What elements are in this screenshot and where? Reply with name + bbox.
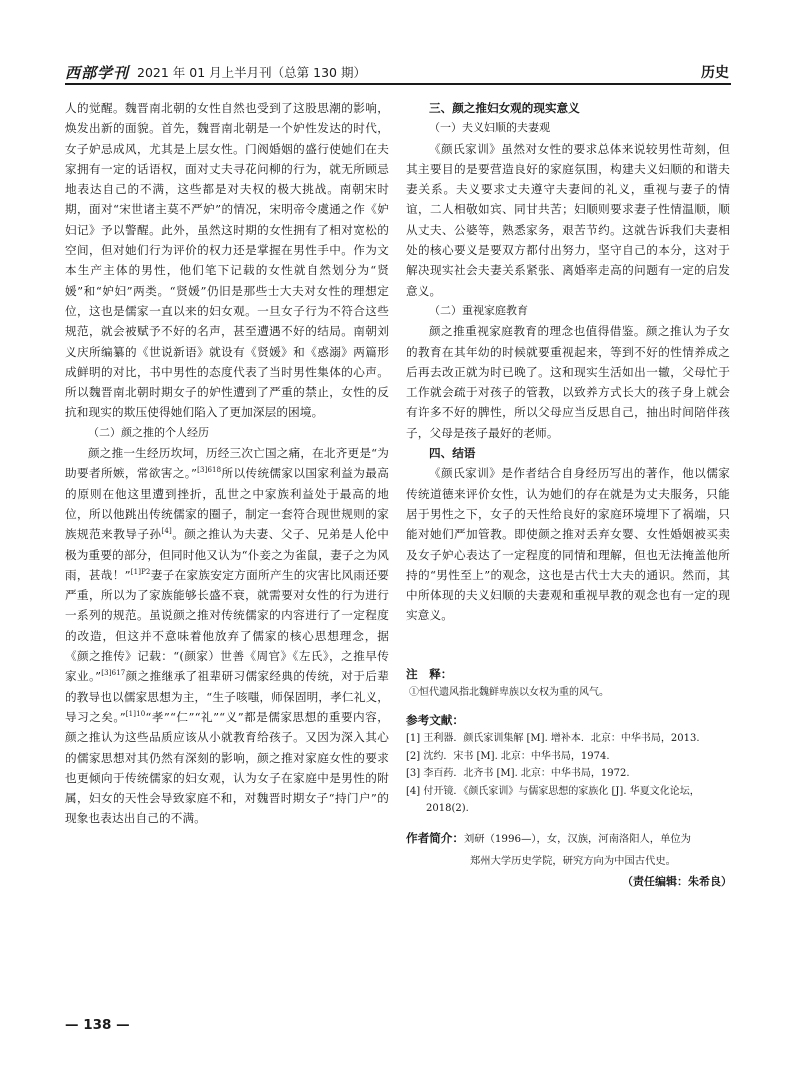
text-segment: 颜之推继承了祖辈研习儒家经典的传统，对于后辈的教导也以儒家思想为主，“生子咳嗤，师保固明，孝仁礼义，导习之矣。” [65,669,389,724]
paragraph-marriage: 《颜氏家训》虽然对女性的要求总体来说较男性苛刻，但其主要目的是要营造良好的家庭氛围，构建夫义妇顺的和谐夫妻关系。夫义要求丈夫遵守夫妻间的礼义，重视与妻子的情谊，二人相敬如宾、同甘共苦；妇顺则要求妻子性情温顺，顺从丈夫、公婆等，熟悉家务，艰苦节约。这就告诉我们夫妻相处的核心要义是要双方都付出努力，坚守自己的本分，这对于解决现实社会夫妻关系紧张、离婚率走高的问题有一定的启发意义。 [406,141,730,298]
subsection-heading-family-education: （二）重视家庭教育 [429,303,528,317]
note-item: ①恒代遗风指北魏鲜卑族以女权为重的风气。 [409,687,609,698]
page-number: — 138 — [65,1017,130,1033]
text-segment: 妻子在家族安定方面所产生的灾害比风雨还要严重，所以为了家族能够长盛不衰，就需要对女性的行为进行一系列的规范。虽说颜之推对传统儒家的内容进行了一定程度的改造，但这并不意味着他放弃了儒家的核心思想理念，据《颜之推传》记载：“(颜家）世善《周官》《左氏》，之推早传家业。” [65,567,389,684]
notes-label: 注 释： [406,667,453,681]
journal-name: 西部学刊 [65,64,130,82]
citation: [1]10 [125,710,146,719]
citation: [4] [161,527,172,536]
references [406,710,736,818]
paragraph-family-education: 颜之推重视家庭教育的理念也值得借鉴。颜之推认为子女的教育在其年幼的时候就要重视起来，等到不好的性情养成之后再去改正就为时已晚了。这和现实生活如出一辙，父母忙于工作就会疏于对孩子的管教，以致养方式长大的孩子身上就会有许多不好的脾性，所以父母应当反思自己，抽出时间陪伴孩子，父母是孩子最好的老师。 [406,324,730,440]
section-name: 历史 [701,65,729,81]
section-heading-practical-significance: 三、颜之推妇女观的现实意义 [429,101,580,115]
reference-item: [4] 付开镜．《颜氏家训》与儒家思想的家族化 [J]. 华夏文化论坛，2018(2). [406,785,700,814]
issue-info: 2021 年 01 月上半月刊（总第 130 期） [137,65,366,80]
reference-item: [3] 李百药．北齐书 [M]. 北京：中华书局，1972. [406,768,630,779]
citation: [3]617 [101,669,126,678]
reference-item: [1] 王利器．颜氏家训集解 [M]. 增补本．北京：中华书局，2013. [406,733,700,744]
text-segment: “孝”“仁”“礼”“义”都是儒家思想的重要内容，颜之推认为这些品质应该从小就教育给孩子。又因为深入其心的儒家思想对其仍然有深刻的影响，颜之推对家庭女性的要求也更倾向于传统儒家的妇女观，认为女子在家庭中是男性的附属，妇女的天性会导致家庭不和，对魏晋时期女子“持门户”的现象也表达出自己的不满。 [65,709,389,826]
reference-item: [2] 沈约．宋书 [M]. 北京：中华书局，1974. [406,750,610,762]
author-bio [406,828,736,850]
back-matter [406,664,736,892]
paragraph-conclusion: 《颜氏家训》是作者结合自身经历写出的著作，他以儒家传统道德来评价女性，认为她们的存在就是为丈夫服务，只能居于男性之下，女子的天性给良好的家庭环境埋下了祸端，只能对她们严加管教。即使颜之推对丢弃女婴、女性婚姻被买卖及女子妒心表达了一定程度的同情和理解，但也无法掩盖他所持的“男性至上”的观念，这也是古代士大夫的通识。然而，其中所体现的夫义妇顺的夫妻观和重视早教的观念也有一定的现实意义。 [406,466,730,623]
text-segment: 颜之推一生经历坎坷，历经三次亡国之痛，在北齐更是“为助要者所嫉，常欲害之。” [65,446,389,481]
subsection-heading-personal-experience: （二）颜之推的个人经历 [88,425,209,439]
right-column [406,98,730,626]
author-line-2: 郑州大学历史学院，研究方向为中国古代史。 [470,854,676,867]
author-line-1: 刘研（1996—），女，汉族，河南洛阳人，单位为 [463,832,691,845]
author-label: 作者简介： [406,830,464,845]
text-segment: 。颜之推认为夫妻、父子、兄弟是人伦中极为重要的部分，但同时他又认为“仆妾之为雀鼠，妻子之为风雨，甚哉！” [65,527,389,582]
header-rule [65,83,731,85]
citation: [1]P2 [130,567,151,576]
paragraph-continued: 人的觉醒。魏晋南北朝的女性自然也受到了这股思潮的影响，焕发出新的面貌。首先，魏晋南北朝是一个妒性发达的时代，女子妒忌成风，尤其是上层女性。门阀婚姻的盛行使她们在夫家拥有一定的话语权，面对丈夫寻花问柳的行为，就无所顾忌地表达自己的不满，这些都是对夫权的极大挑战。南朝宋时期，面对“宋世诸主莫不严妒”的情况，宋明帝令虞通之作《妒妇记》予以警醒。此外，虽然这时期的女性拥有了相对宽松的空间，但对她们行为评价的权力还是掌握在男性手中。作为文本生产主体的男性，他们笔下记载的女性就自然划分为“贤媛”和“妒妇”两类。“贤媛”仍旧是那些士大夫对女性的理想定位，这也是儒家一直以来的妇女观。一旦女子行为不符合这些规范，就会被赋予不好的名声，甚至遭遇不好的结局。南朝刘义庆所编纂的《世说新语》就设有《贤媛》和《惑溺》两篇形成鲜明的对比，书中男性的态度代表了当时男性集体的心声。所以魏晋南北朝时期女子的妒性遭到了严重的禁止，女性的反抗和现实的欺压使得她们陷入了更加深层的困境。 [65,101,389,420]
left-column [65,98,389,829]
section-heading-conclusion: 四、结语 [429,446,476,461]
text-segment: 所以传统儒家以国家利益为最高的原则在他这里遭到挫折，乱世之中家族利益处于最高的地位，所以他跳出传统儒家的圈子，制定一套符合现世规则的家族规范来教导子孙 [65,466,389,542]
subsection-heading-marriage: （一）夫义妇顺的夫妻观 [429,121,550,135]
responsible-editor: （责任编辑：朱希良） [622,874,732,888]
citation: [3]618 [197,466,222,475]
references-label: 参考文献： [406,713,464,727]
paragraph-personal-experience [65,443,389,829]
page-header [65,60,731,84]
